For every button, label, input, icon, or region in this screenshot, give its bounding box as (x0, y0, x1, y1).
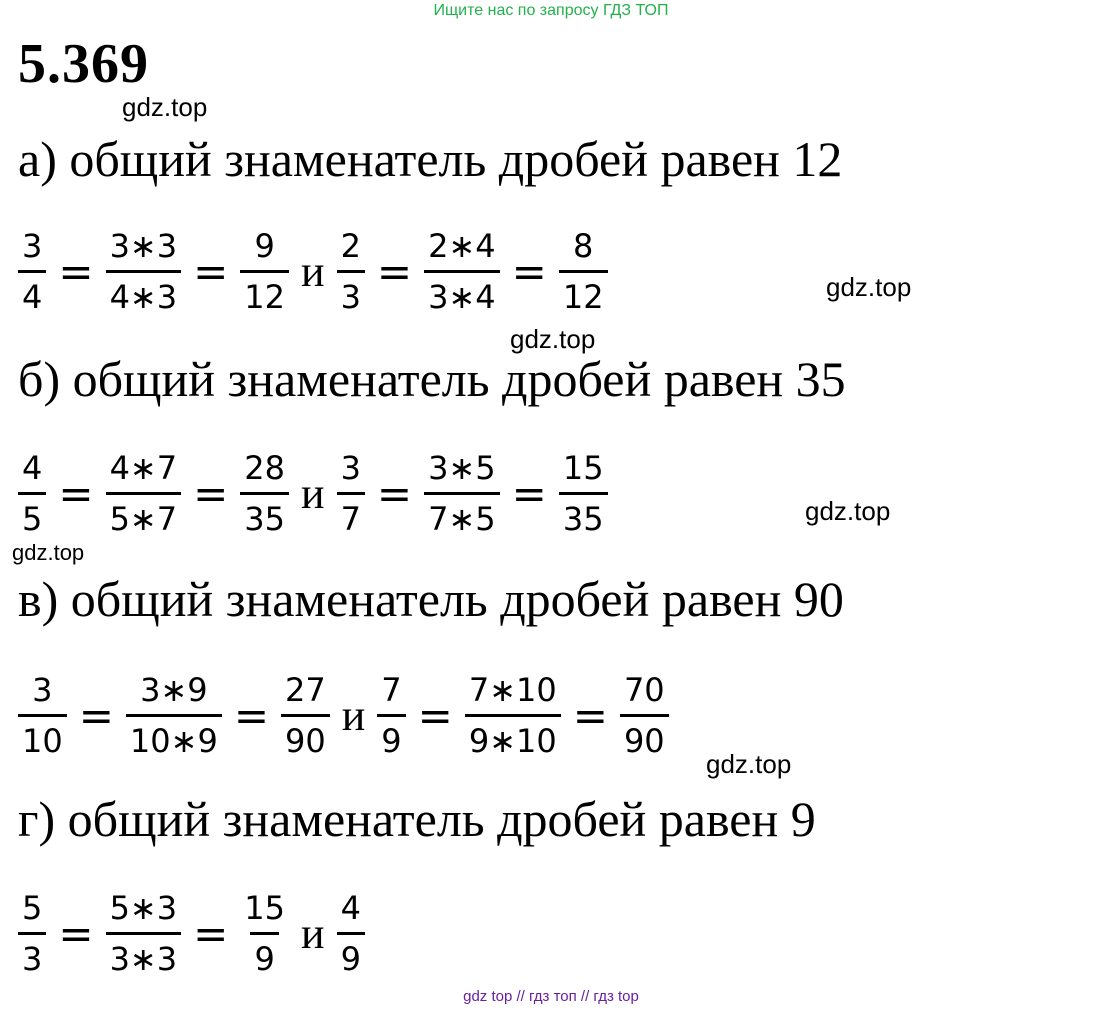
equals-sign: = (233, 690, 270, 740)
equals-sign: = (193, 246, 229, 296)
fraction: $\frac{15}{35}$ (559, 452, 608, 535)
watermark: gdz.top (122, 92, 208, 122)
equals-sign: = (376, 468, 413, 518)
part-b-heading: б) общий знаменатель дробей равен 35 (18, 351, 846, 407)
part-b-equation (18, 438, 608, 548)
conjunction: и (301, 246, 325, 296)
fraction: $\frac{7}{9}$ (377, 674, 405, 757)
equals-sign: = (78, 690, 114, 740)
watermark: gdz.top (826, 272, 912, 302)
equals-sign: = (417, 690, 453, 740)
fraction: $\frac{3}{10}$ (18, 674, 67, 757)
fraction: $\frac{70}{90}$ (620, 674, 669, 757)
equals-sign: = (511, 468, 547, 518)
part-d-equation (18, 878, 365, 988)
equals-sign: = (193, 468, 229, 518)
fraction: $\frac{2∗4}{3∗4}$ (424, 230, 500, 313)
equals-sign: = (58, 468, 94, 518)
fraction: $\frac{4∗7}{5∗7}$ (106, 452, 182, 535)
fraction: $\frac{5∗3}{3∗3}$ (106, 892, 182, 975)
fraction: $\frac{5}{3}$ (18, 892, 46, 975)
fraction: $\frac{4}{5}$ (18, 452, 46, 535)
part-d-heading: г) общий знаменатель дробей равен 9 (18, 791, 816, 847)
fraction: $\frac{3}{7}$ (337, 452, 365, 535)
fraction: $\frac{3∗3}{4∗3}$ (106, 230, 182, 313)
fraction: $\frac{3∗5}{7∗5}$ (424, 452, 500, 535)
fraction: $\frac{3∗9}{10∗9}$ (126, 674, 222, 757)
conjunction: и (301, 908, 325, 958)
equals-sign: = (376, 246, 413, 296)
equals-sign: = (572, 690, 608, 740)
fraction: $\frac{4}{9}$ (337, 892, 365, 975)
conjunction: и (341, 690, 366, 740)
part-c-equation (18, 660, 669, 770)
top-note: Ищите нас по запросу ГДЗ ТОП (433, 2, 669, 19)
fraction: $\frac{8}{12}$ (559, 230, 608, 313)
watermark: gdz.top (805, 496, 891, 526)
part-a-heading: а) общий знаменатель дробей равен 12 (18, 131, 843, 187)
watermark: gdz.top (706, 749, 792, 779)
fraction: $\frac{7∗10}{9∗10}$ (465, 674, 561, 757)
fraction: $\frac{3}{4}$ (18, 230, 46, 313)
fraction: $\frac{28}{35}$ (240, 452, 289, 535)
fraction: $\frac{27}{90}$ (281, 674, 330, 757)
equals-sign: = (511, 246, 547, 296)
fraction: $\frac{15}{9}$ (244, 888, 286, 978)
fraction: $\frac{9}{12}$ (240, 230, 289, 313)
conjunction: и (301, 468, 325, 518)
problem-number: 5.369 (18, 33, 149, 95)
watermark: gdz.top (510, 324, 596, 354)
equals-sign: = (58, 908, 94, 958)
equals-sign: = (193, 908, 229, 958)
part-a-equation (18, 216, 608, 326)
equals-sign: = (58, 246, 94, 296)
part-c-heading: в) общий знаменатель дробей равен 90 (18, 571, 844, 627)
fraction: $\frac{2}{3}$ (337, 230, 365, 313)
footer-watermark: gdz top // гдз топ // гдз top (463, 988, 639, 1005)
watermark: gdz.top (12, 540, 85, 565)
